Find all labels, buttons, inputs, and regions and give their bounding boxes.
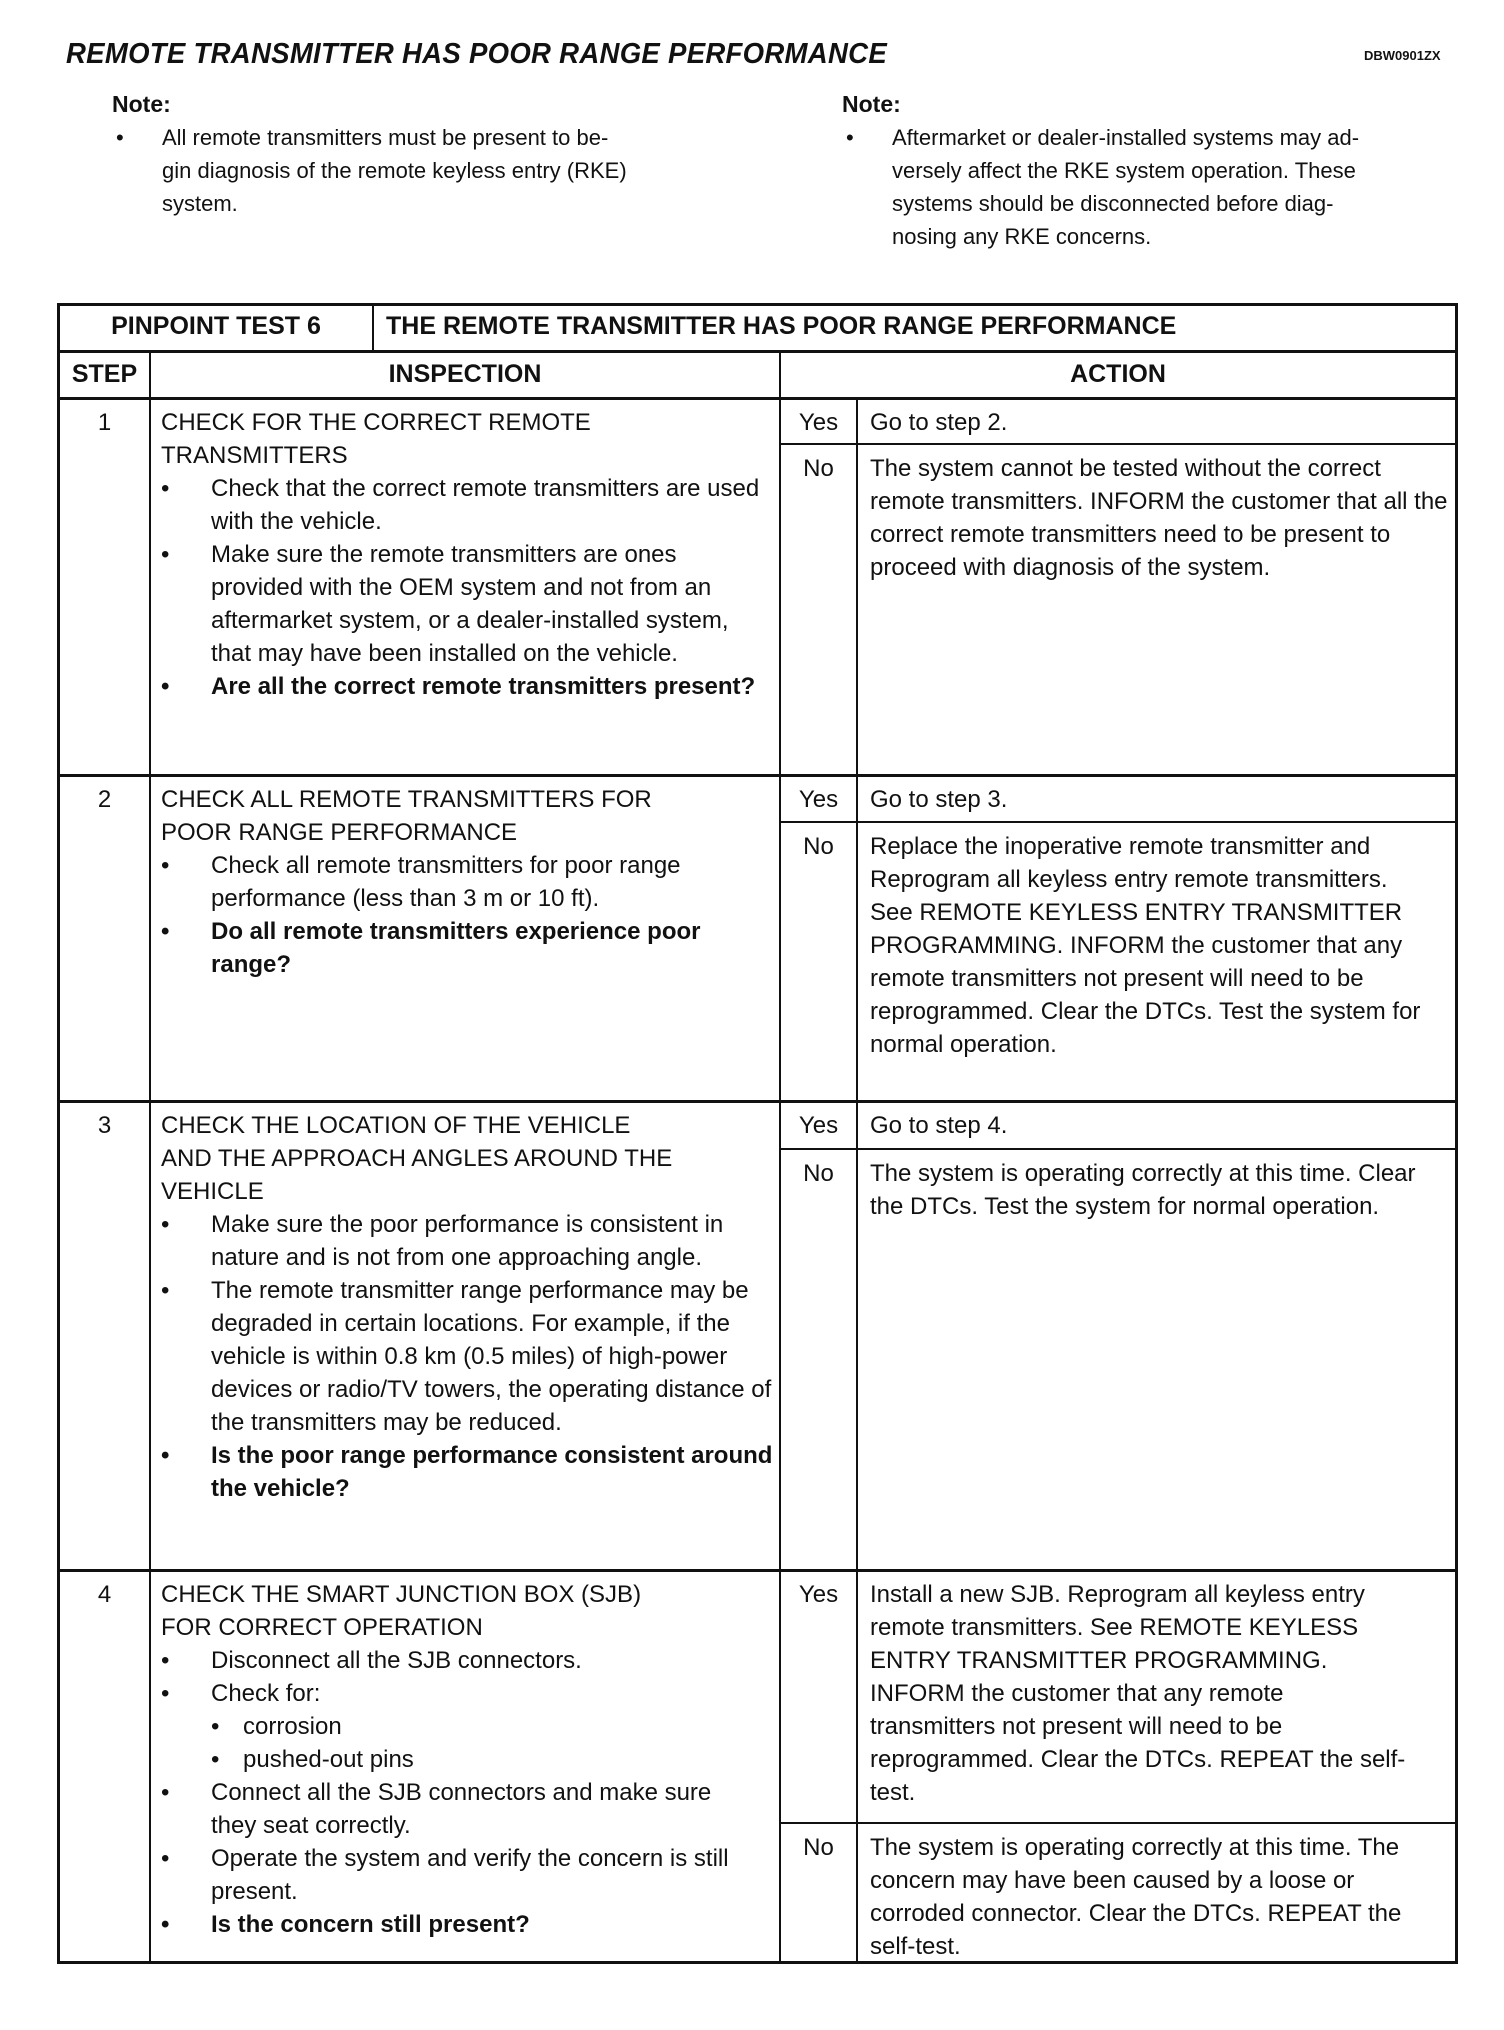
step-inspection: [161, 1109, 773, 1505]
note-right: [842, 88, 1482, 253]
inspection-bullet: • Check for:: [161, 1680, 321, 1707]
column-header-step: STEP: [71, 360, 138, 388]
note-left: [112, 88, 752, 220]
step-heading: AND THE APPROACH ANGLES AROUND THE: [161, 1145, 673, 1172]
step-heading: VEHICLE: [161, 1178, 264, 1205]
inspection-bullet: • Check that the correct remote transmitters are used with the vehicle.: [161, 475, 760, 535]
yes-action: Go to step 4.: [870, 1112, 1008, 1139]
divider: [149, 350, 151, 1961]
page-title: REMOTE TRANSMITTER HAS POOR RANGE PERFORMANCE: [66, 38, 887, 70]
yes-action: Install a new SJB. Reprogram all keyless entry remote transmitters. See REMOTE KEYLESS ENTRY TRANSMITTER PROGRAMMING. INFORM the customer that any remote transmitters not present will need to be reprogrammed. Clear the DTCs. REPEAT the self-test.: [870, 1581, 1406, 1806]
divider: [60, 1569, 1455, 1572]
step-heading: CHECK ALL REMOTE TRANSMITTERS FOR: [161, 786, 652, 813]
figure-code: DBW0901ZX: [1364, 48, 1441, 63]
divider: [60, 774, 1455, 777]
pinpoint-test-label: PINPOINT TEST 6: [111, 312, 321, 340]
note-label: Note:: [842, 91, 901, 117]
step-heading: POOR RANGE PERFORMANCE: [161, 819, 518, 846]
step-heading: TRANSMITTERS: [161, 442, 348, 469]
inspection-question: • Do all remote transmitters experience poor range?: [161, 918, 701, 978]
divider: [781, 1822, 1455, 1824]
divider: [856, 397, 858, 1961]
note-line: nosing any RKE concerns.: [892, 224, 1152, 249]
pinpoint-test-title: THE REMOTE TRANSMITTER HAS POOR RANGE PERFORMANCE: [386, 312, 1177, 340]
yes-action: Go to step 2.: [870, 409, 1008, 436]
step-inspection: [161, 1578, 761, 1941]
column-header-action: ACTION: [1070, 360, 1166, 388]
no-label: No: [803, 1834, 834, 1861]
note-line: system.: [162, 191, 238, 216]
inspection-bullet: • Make sure the remote transmitters are ones provided with the OEM system and not from an aftermarket system, or a dealer-installed system, that may have been installed on the vehicle.: [161, 541, 729, 667]
divider: [60, 397, 1455, 400]
divider: [781, 821, 1455, 823]
inspection-bullet: • Disconnect all the SJB connectors.: [161, 1647, 582, 1674]
no-label: No: [803, 833, 834, 860]
yes-action: Go to step 3.: [870, 786, 1008, 813]
step-inspection: [161, 406, 771, 703]
step-inspection: [161, 783, 771, 981]
no-action: The system cannot be tested without the correct remote transmitters. INFORM the customer that all the correct remote transmitters need to be present to proceed with diagnosis of the system.: [870, 455, 1448, 581]
step-heading: CHECK FOR THE CORRECT REMOTE: [161, 409, 591, 436]
pinpoint-test-table: [57, 303, 1458, 1964]
step-number: 1: [97, 409, 112, 436]
step-heading: FOR CORRECT OPERATION: [161, 1614, 483, 1641]
inspection-bullet: • Make sure the poor performance is consistent in nature and is not from one approaching angle.: [161, 1211, 724, 1271]
step-heading: CHECK THE LOCATION OF THE VEHICLE: [161, 1112, 631, 1139]
inspection-bullet: • Check all remote transmitters for poor range performance (less than 3 m or 10 ft).: [161, 852, 681, 912]
inspection-question: • Is the concern still present?: [161, 1911, 530, 1938]
no-action: The system is operating correctly at this time. Clear the DTCs. Test the system for normal operation.: [870, 1160, 1416, 1220]
note-line: systems should be disconnected before diag-: [892, 191, 1334, 216]
inspection-sub-bullet: • pushed-out pins: [211, 1746, 414, 1773]
note-line: gin diagnosis of the remote keyless entry (RKE): [162, 158, 627, 183]
inspection-bullet: • The remote transmitter range performance may be degraded in certain locations. For example, if the vehicle is within 0.8 km (0.5 miles) of high-power devices or radio/TV towers, the operating distance of the transmitters may be reduced.: [161, 1277, 772, 1436]
divider: [781, 1148, 1455, 1150]
divider: [781, 443, 1455, 445]
inspection-bullet: • Operate the system and verify the concern is still present.: [161, 1845, 729, 1905]
note-line: Aftermarket or dealer-installed systems may ad-: [892, 125, 1360, 150]
step-number: 2: [97, 786, 112, 813]
no-action: Replace the inoperative remote transmitter and Reprogram all keyless entry remote transmitters. See REMOTE KEYLESS ENTRY TRANSMITTER PROGRAMMING. INFORM the customer that any remote transmitters not present will need to be reprogrammed. Clear the DTCs. Test the system for normal operation.: [870, 833, 1421, 1058]
yes-label: Yes: [798, 409, 839, 436]
divider: [60, 350, 1455, 353]
note-label: Note:: [112, 91, 171, 117]
inspection-bullet: • Connect all the SJB connectors and make sure they seat correctly.: [161, 1779, 712, 1839]
bullet-icon: •: [846, 125, 854, 150]
note-line: versely affect the RKE system operation. These: [892, 158, 1356, 183]
no-label: No: [803, 1160, 834, 1187]
yes-label: Yes: [798, 786, 839, 813]
inspection-sub-bullet: • corrosion: [211, 1713, 342, 1740]
divider: [779, 350, 781, 1961]
step-heading: CHECK THE SMART JUNCTION BOX (SJB): [161, 1581, 642, 1608]
inspection-question: • Are all the correct remote transmitters present?: [161, 673, 756, 700]
inspection-question: • Is the poor range performance consistent around the vehicle?: [161, 1442, 773, 1502]
no-label: No: [803, 455, 834, 482]
yes-label: Yes: [798, 1112, 839, 1139]
step-number: 3: [97, 1112, 112, 1139]
step-number: 4: [97, 1581, 112, 1608]
no-action: The system is operating correctly at this time. The concern may have been caused by a loose or corroded connector. Clear the DTCs. REPEAT the self-test.: [870, 1834, 1402, 1960]
divider: [372, 306, 374, 350]
note-line: All remote transmitters must be present to be-: [162, 125, 609, 150]
bullet-icon: •: [116, 125, 124, 150]
column-header-inspection: INSPECTION: [388, 360, 542, 388]
yes-label: Yes: [798, 1581, 839, 1608]
divider: [60, 1100, 1455, 1103]
